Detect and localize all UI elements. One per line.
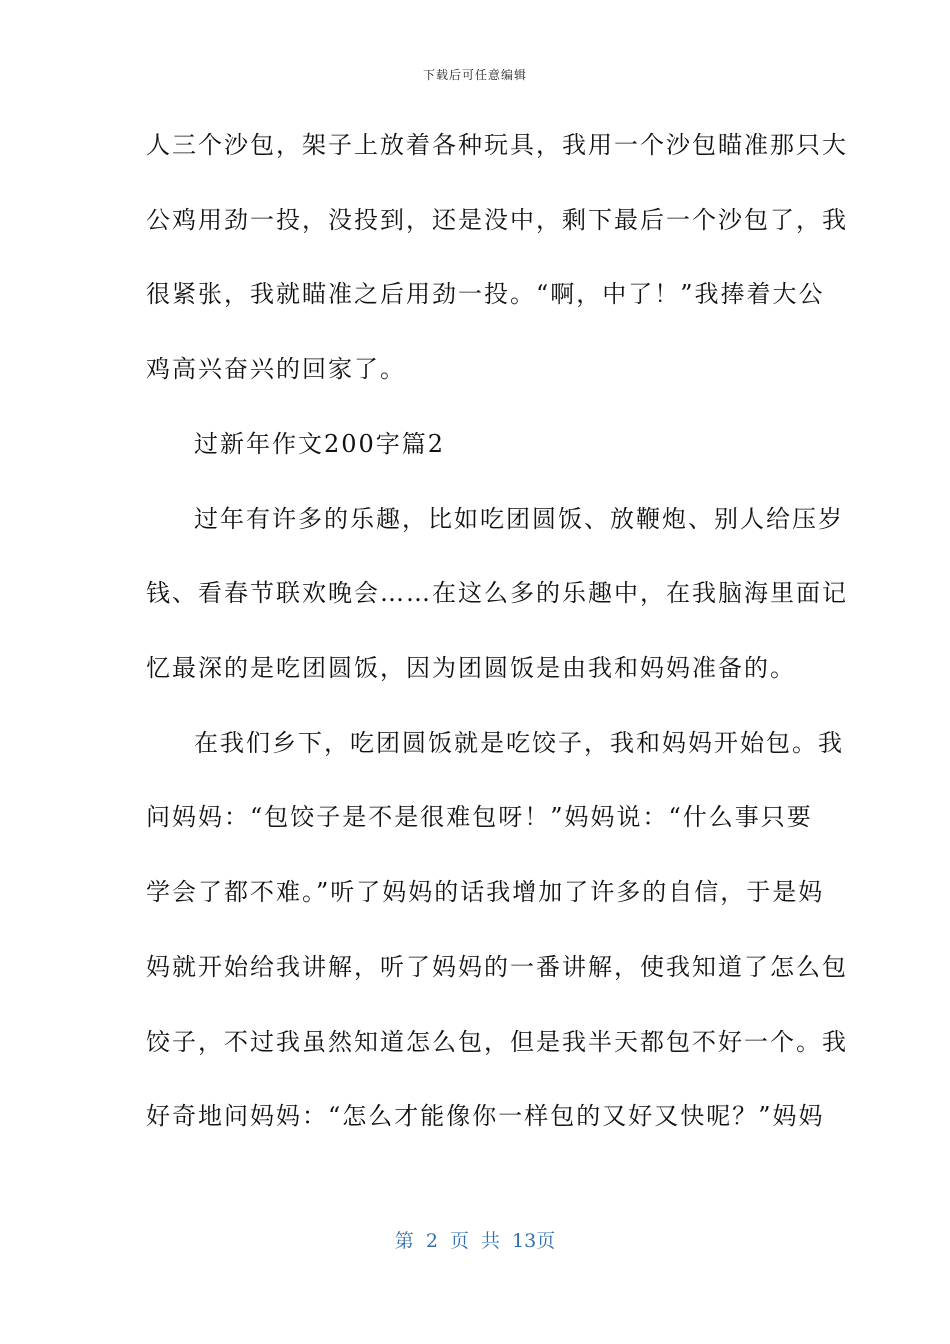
text-line: 好奇地问妈妈：“怎么才能像你一样包的又好又快呢？”妈妈: [146, 1102, 825, 1131]
text-line: 忆最深的是吃团圆饭，因为团圆饭是由我和妈妈准备的。: [146, 654, 796, 683]
page-header: 下载后可任意编辑: [422, 68, 527, 82]
text-line: 钱、看春节联欢晚会……在这么多的乐趣中，在我脑海里面记: [146, 579, 848, 608]
text-line: 人三个沙包，架子上放着各种玩具，我用一个沙包瞄准那只大: [146, 131, 848, 159]
text-line: 学会了都不难。”听了妈妈的话我增加了许多的自信，于是妈: [146, 878, 825, 907]
text-line: 公鸡用劲一投，没投到，还是没中，剩下最后一个沙包了，我: [146, 205, 848, 234]
text-line: 饺子，不过我虽然知道怎么包，但是我半天都包不好一个。我: [146, 1027, 848, 1056]
section-heading: 过新年作文200字篇2: [194, 430, 446, 458]
text-block-2: [146, 427, 848, 1174]
text-block-1: [146, 128, 848, 427]
text-line: 问妈妈：“包饺子是不是很难包呀！”妈妈说：“什么事只要: [146, 803, 813, 832]
page-number-footer: 第 2 页 共 13页: [394, 1230, 556, 1252]
text-line: 过年有许多的乐趣，比如吃团圆饭、放鞭炮、别人给压岁: [194, 504, 844, 533]
text-line: 在我们乡下，吃团圆饭就是吃饺子，我和妈妈开始包。我: [194, 728, 844, 757]
text-line: 妈就开始给我讲解，听了妈妈的一番讲解，使我知道了怎么包: [146, 952, 848, 981]
text-line: 鸡高兴奋兴的回家了。: [146, 355, 406, 384]
text-line: 很紧张，我就瞄准之后用劲一投。“啊，中了！”我捧着大公: [146, 280, 825, 309]
